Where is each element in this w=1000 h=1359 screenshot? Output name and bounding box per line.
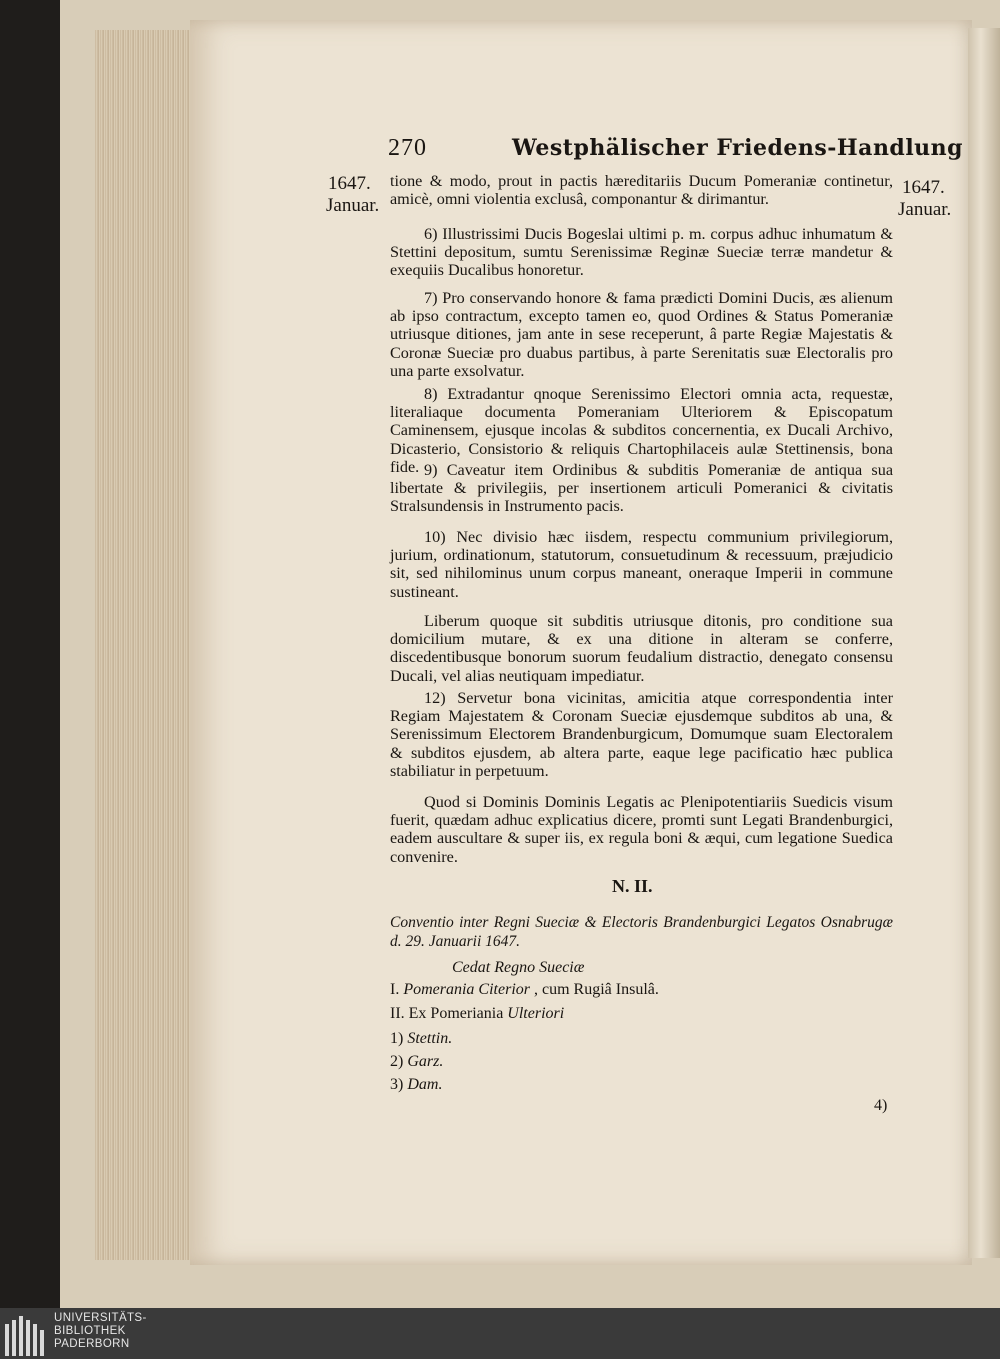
paragraph-continuation: tione & modo, prout in pactis hæreditariis Ducum Pomeraniæ continetur, amicè, omni violentia exclusâ, componantur & dirimantur. — [390, 172, 893, 209]
library-logo-icon — [5, 1316, 45, 1356]
margin-month-left: Januar. — [326, 195, 380, 216]
sub-item — [390, 1028, 452, 1049]
sub-item-name: Stettin. — [407, 1030, 453, 1047]
paragraph-10: 10) Nec divisio hæc iisdem, respectu communium privilegiorum, jurium, ordinationum, statutorum, consuetudinum & recessuum, præjudicio sit, sed nihilominus unum corpus maneant, oneraque Imperii in commune sustineant. — [390, 528, 893, 601]
list-item-2-name: Ulteriori — [507, 1005, 565, 1022]
library-name-line: PADERBORN — [54, 1338, 130, 1350]
sub-item — [390, 1051, 443, 1072]
catchword: 4) — [874, 1097, 888, 1114]
page-edges — [95, 30, 202, 1260]
list-item-2-prefix: Ex Pomeriania — [408, 1005, 504, 1022]
paragraph-12: 12) Servetur bona vicinitas, amicitia atque correspondentia inter Regiam Majestatem & Coronam Sueciæ ejusdemque subditos ab una, & Serenissimum Electorem Brandenburgicum, Domumque suam Electoralem & subditos ejusdem, ab altera parte, eaque lege pacificatio hæc publica stabiliatur in perpetuum. — [390, 689, 893, 780]
page-number: 270 — [388, 135, 427, 161]
section-subtitle: Conventio inter Regni Sueciæ & Electoris Brandenburgici Legatos Osnabrugæ d. 29. Januarii 1647. — [390, 914, 893, 950]
paragraph-8: 8) Extradantur qnoque Serenissimo Electori omnia acta, requestæ, literaliaque documenta Pomeraniam Ulteriorem & Episcopatum Caminensem, ejusque incolas & subditos concernentia, ex Ducali Archivo, Dicasterio, Consistorio & reliquis Chartophilaceis aulæ Stettinensis, bona fide. — [390, 385, 893, 476]
running-title: Westphälischer Friedens-Handlung — [512, 135, 964, 161]
sub-item-number: 1) — [390, 1030, 404, 1047]
margin-month-right: Januar. — [898, 199, 952, 220]
page-fore-edge — [968, 28, 1000, 1258]
paragraph-11: Liberum quoque sit subditis utriusque ditonis, pro conditione sua domicilium mutare, & ex una ditione in alteram se conferre, discedentibusque bonorum suorum feudalium distractio, denegato consensu Ducali, vel alias neutiquam impediatur. — [390, 612, 893, 685]
paragraph-7: 7) Pro conservando honore & fama prædicti Domini Ducis, æs alienum ab ipso contractum, excepto tamen eo, quod Ordines & Status Pomeraniæ utriusque ditiones, jam ante in sese receperunt, â parte Regiæ Majestatis & Coronæ Sueciæ pro duabus partibus, à parte Serenitatis suæ Electoralis pro una parte exsolvatur. — [390, 289, 893, 380]
list-item-1-rest: , cum Rugiâ Insulâ. — [534, 981, 659, 998]
library-footer — [0, 1308, 1000, 1359]
library-name-line: BIBLIOTHEK — [54, 1325, 126, 1337]
list-item-1 — [390, 979, 659, 1000]
paragraph-9: 9) Caveatur item Ordinibus & subditis Pomeraniæ de antiqua sua libertate & privilegiis, per insertionem articuli Pomeranici & civitatis Stralsundensis in Instrumento pacis. — [390, 461, 893, 516]
list-intro: Cedat Regno Sueciæ — [452, 959, 585, 976]
list-item-1-number: I. — [390, 981, 400, 998]
list-item-1-name: Pomerania Citerior — [403, 981, 530, 998]
margin-year-left: 1647. — [328, 173, 371, 194]
library-name — [54, 1312, 147, 1351]
paragraph-closing: Quod si Dominis Dominis Legatis ac Plenipotentiariis Suedicis visum fuerit, quædam adhuc explicatius dicere, promti sunt Legati Brandenburgici, eadem auscultare & super iis, ex regula boni & æqui, cum legatione Suedica convenire. — [390, 793, 893, 866]
margin-year-right: 1647. — [902, 177, 945, 198]
library-name-line: UNIVERSITÄTS- — [54, 1312, 147, 1324]
paragraph-6: 6) Illustrissimi Ducis Bogeslai ultimi p. m. corpus adhuc inhumatum & Stettini depositum, sumtu Serenissimæ Reginæ Sueciæ terræ mandetur & exequiis Ducalibus honoretur. — [390, 225, 893, 280]
sub-item-name: Dam. — [407, 1076, 443, 1093]
sub-item — [390, 1074, 442, 1095]
section-number: N. II. — [612, 876, 653, 896]
sub-item-number: 2) — [390, 1053, 404, 1070]
list-item-2-number: II. — [390, 1005, 405, 1022]
list-item-2 — [390, 1003, 564, 1024]
sub-item-name: Garz. — [407, 1053, 444, 1070]
sub-item-number: 3) — [390, 1076, 404, 1093]
